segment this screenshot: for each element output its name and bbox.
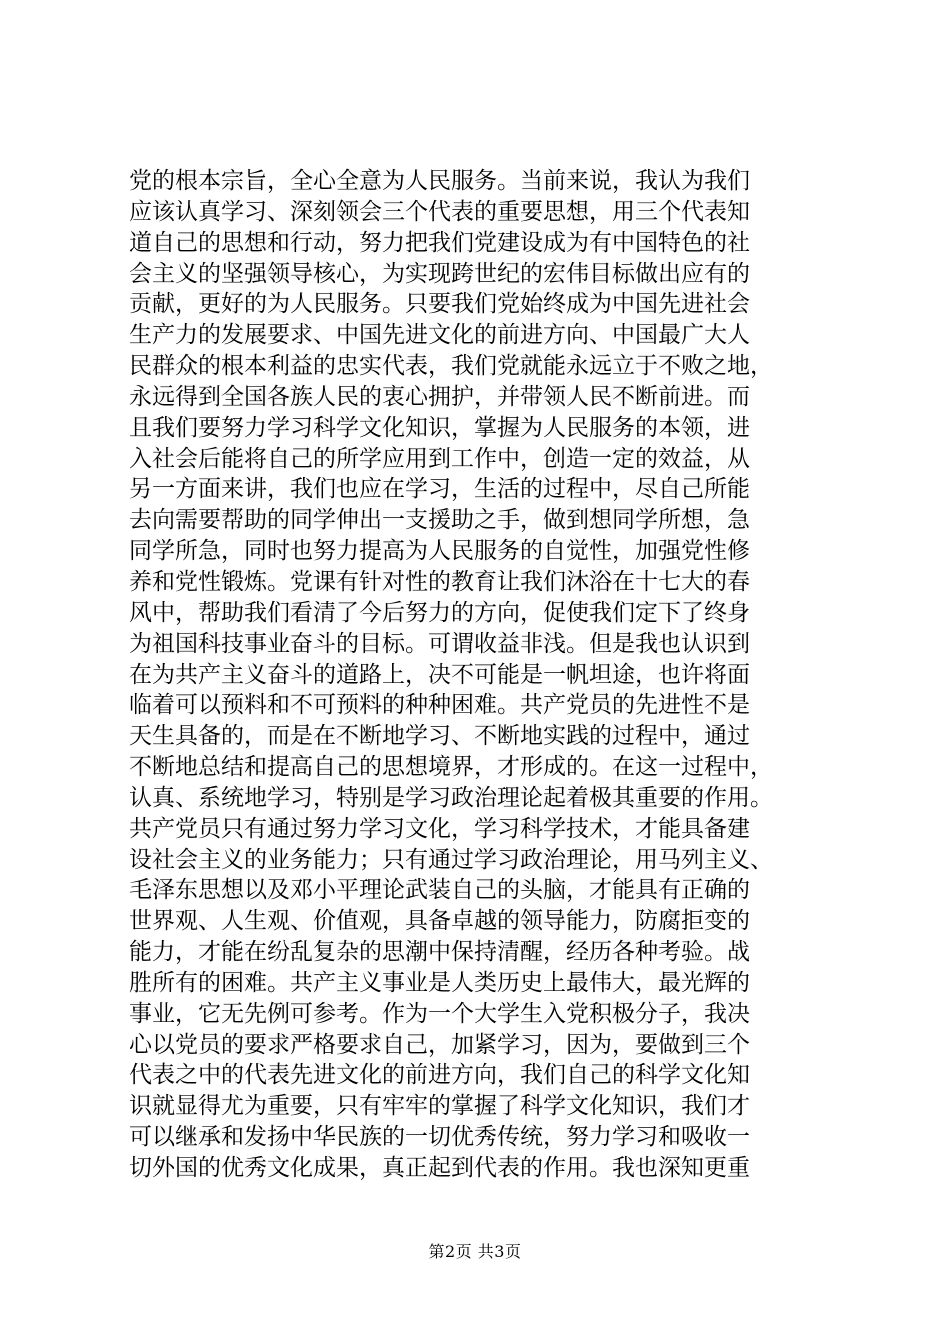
- text-line: 世界观、人生观、价值观，具备卓越的领导能力，防腐拒变的: [129, 908, 750, 935]
- text-line: 切外国的优秀文化成果，真正起到代表的作用。我也深知更重: [129, 1155, 750, 1181]
- text-line: 事业，它无先例可参考。作为一个大学生入党积极分子，我决: [129, 1000, 750, 1027]
- text-line: 设社会主义的业务能力；只有通过学习政治理论，用马列主义、: [129, 846, 773, 873]
- text-line: 心以党员的要求严格要求自己，加紧学习，因为，要做到三个: [129, 1031, 750, 1058]
- text-line: 会主义的坚强领导核心，为实现跨世纪的宏伟目标做出应有的: [129, 260, 750, 287]
- text-line: 生产力的发展要求、中国先进文化的前进方向、中国最广大人: [129, 322, 750, 349]
- text-line: 能力，才能在纷乱复杂的思潮中保持清醒，经历各种考验。战: [129, 939, 750, 966]
- text-line: 贡献，更好的为人民服务。只要我们党始终成为中国先进社会: [129, 291, 750, 318]
- text-line: 民群众的根本利益的忠实代表，我们党就能永远立于不败之地，: [129, 353, 773, 380]
- text-line: 共产党员只有通过努力学习文化，学习科学技术，才能具备建: [129, 815, 750, 842]
- body-text: [129, 166, 834, 1184]
- text-line: 应该认真学习、深刻领会三个代表的重要思想，用三个代表知: [129, 198, 750, 225]
- text-line: 为祖国科技事业奋斗的目标。可谓收益非浅。但是我也认识到: [129, 630, 750, 657]
- text-line: 胜所有的困难。共产主义事业是人类历史上最伟大，最光辉的: [129, 969, 750, 996]
- text-line: 党的根本宗旨，全心全意为人民服务。当前来说，我认为我们: [129, 168, 750, 194]
- text-line: 养和党性锻炼。党课有针对性的教育让我们沐浴在十七大的春: [129, 568, 750, 595]
- text-line: 天生具备的，而是在不断地学习、不断地实践的过程中，通过: [129, 723, 750, 750]
- text-line: 在为共产主义奋斗的道路上，决不可能是一帆坦途，也许将面: [129, 661, 750, 688]
- text-line: 入社会后能将自己的所学应用到工作中，创造一定的效益，从: [129, 445, 750, 472]
- text-line: 永远得到全国各族人民的衷心拥护，并带领人民不断前进。而: [129, 383, 750, 410]
- text-line: 临着可以预料和不可预料的种种困难。共产党员的先进性不是: [129, 692, 750, 719]
- text-line: 毛泽东思想以及邓小平理论武装自己的头脑，才能具有正确的: [129, 877, 750, 904]
- text-line: 认真、系统地学习，特别是学习政治理论起着极其重要的作用。: [129, 784, 773, 811]
- text-line: 去向需要帮助的同学伸出一支援助之手，做到想同学所想，急: [129, 507, 750, 534]
- text-line: 代表之中的代表先进文化的前进方向，我们自己的科学文化知: [129, 1062, 750, 1089]
- text-line: 同学所急，同时也努力提高为人民服务的自觉性，加强党性修: [129, 538, 750, 565]
- text-line: 风中，帮助我们看清了今后努力的方向，促使我们定下了终身: [129, 599, 750, 626]
- page-footer: 第2页 共3页: [428, 1242, 522, 1261]
- text-line: 不断地总结和提高自己的思想境界，才形成的。在这一过程中，: [129, 754, 773, 781]
- text-line: 另一方面来讲，我们也应在学习，生活的过程中，尽自己所能: [129, 476, 750, 503]
- text-line: 可以继承和发扬中华民族的一切优秀传统，努力学习和吸收一: [129, 1124, 750, 1151]
- text-line: 道自己的思想和行动，努力把我们党建设成为有中国特色的社: [129, 229, 750, 256]
- text-line: 且我们要努力学习科学文化知识，掌握为人民服务的本领，进: [129, 414, 750, 441]
- text-line: 识就显得尤为重要，只有牢牢的掌握了科学文化知识，我们才: [129, 1093, 750, 1120]
